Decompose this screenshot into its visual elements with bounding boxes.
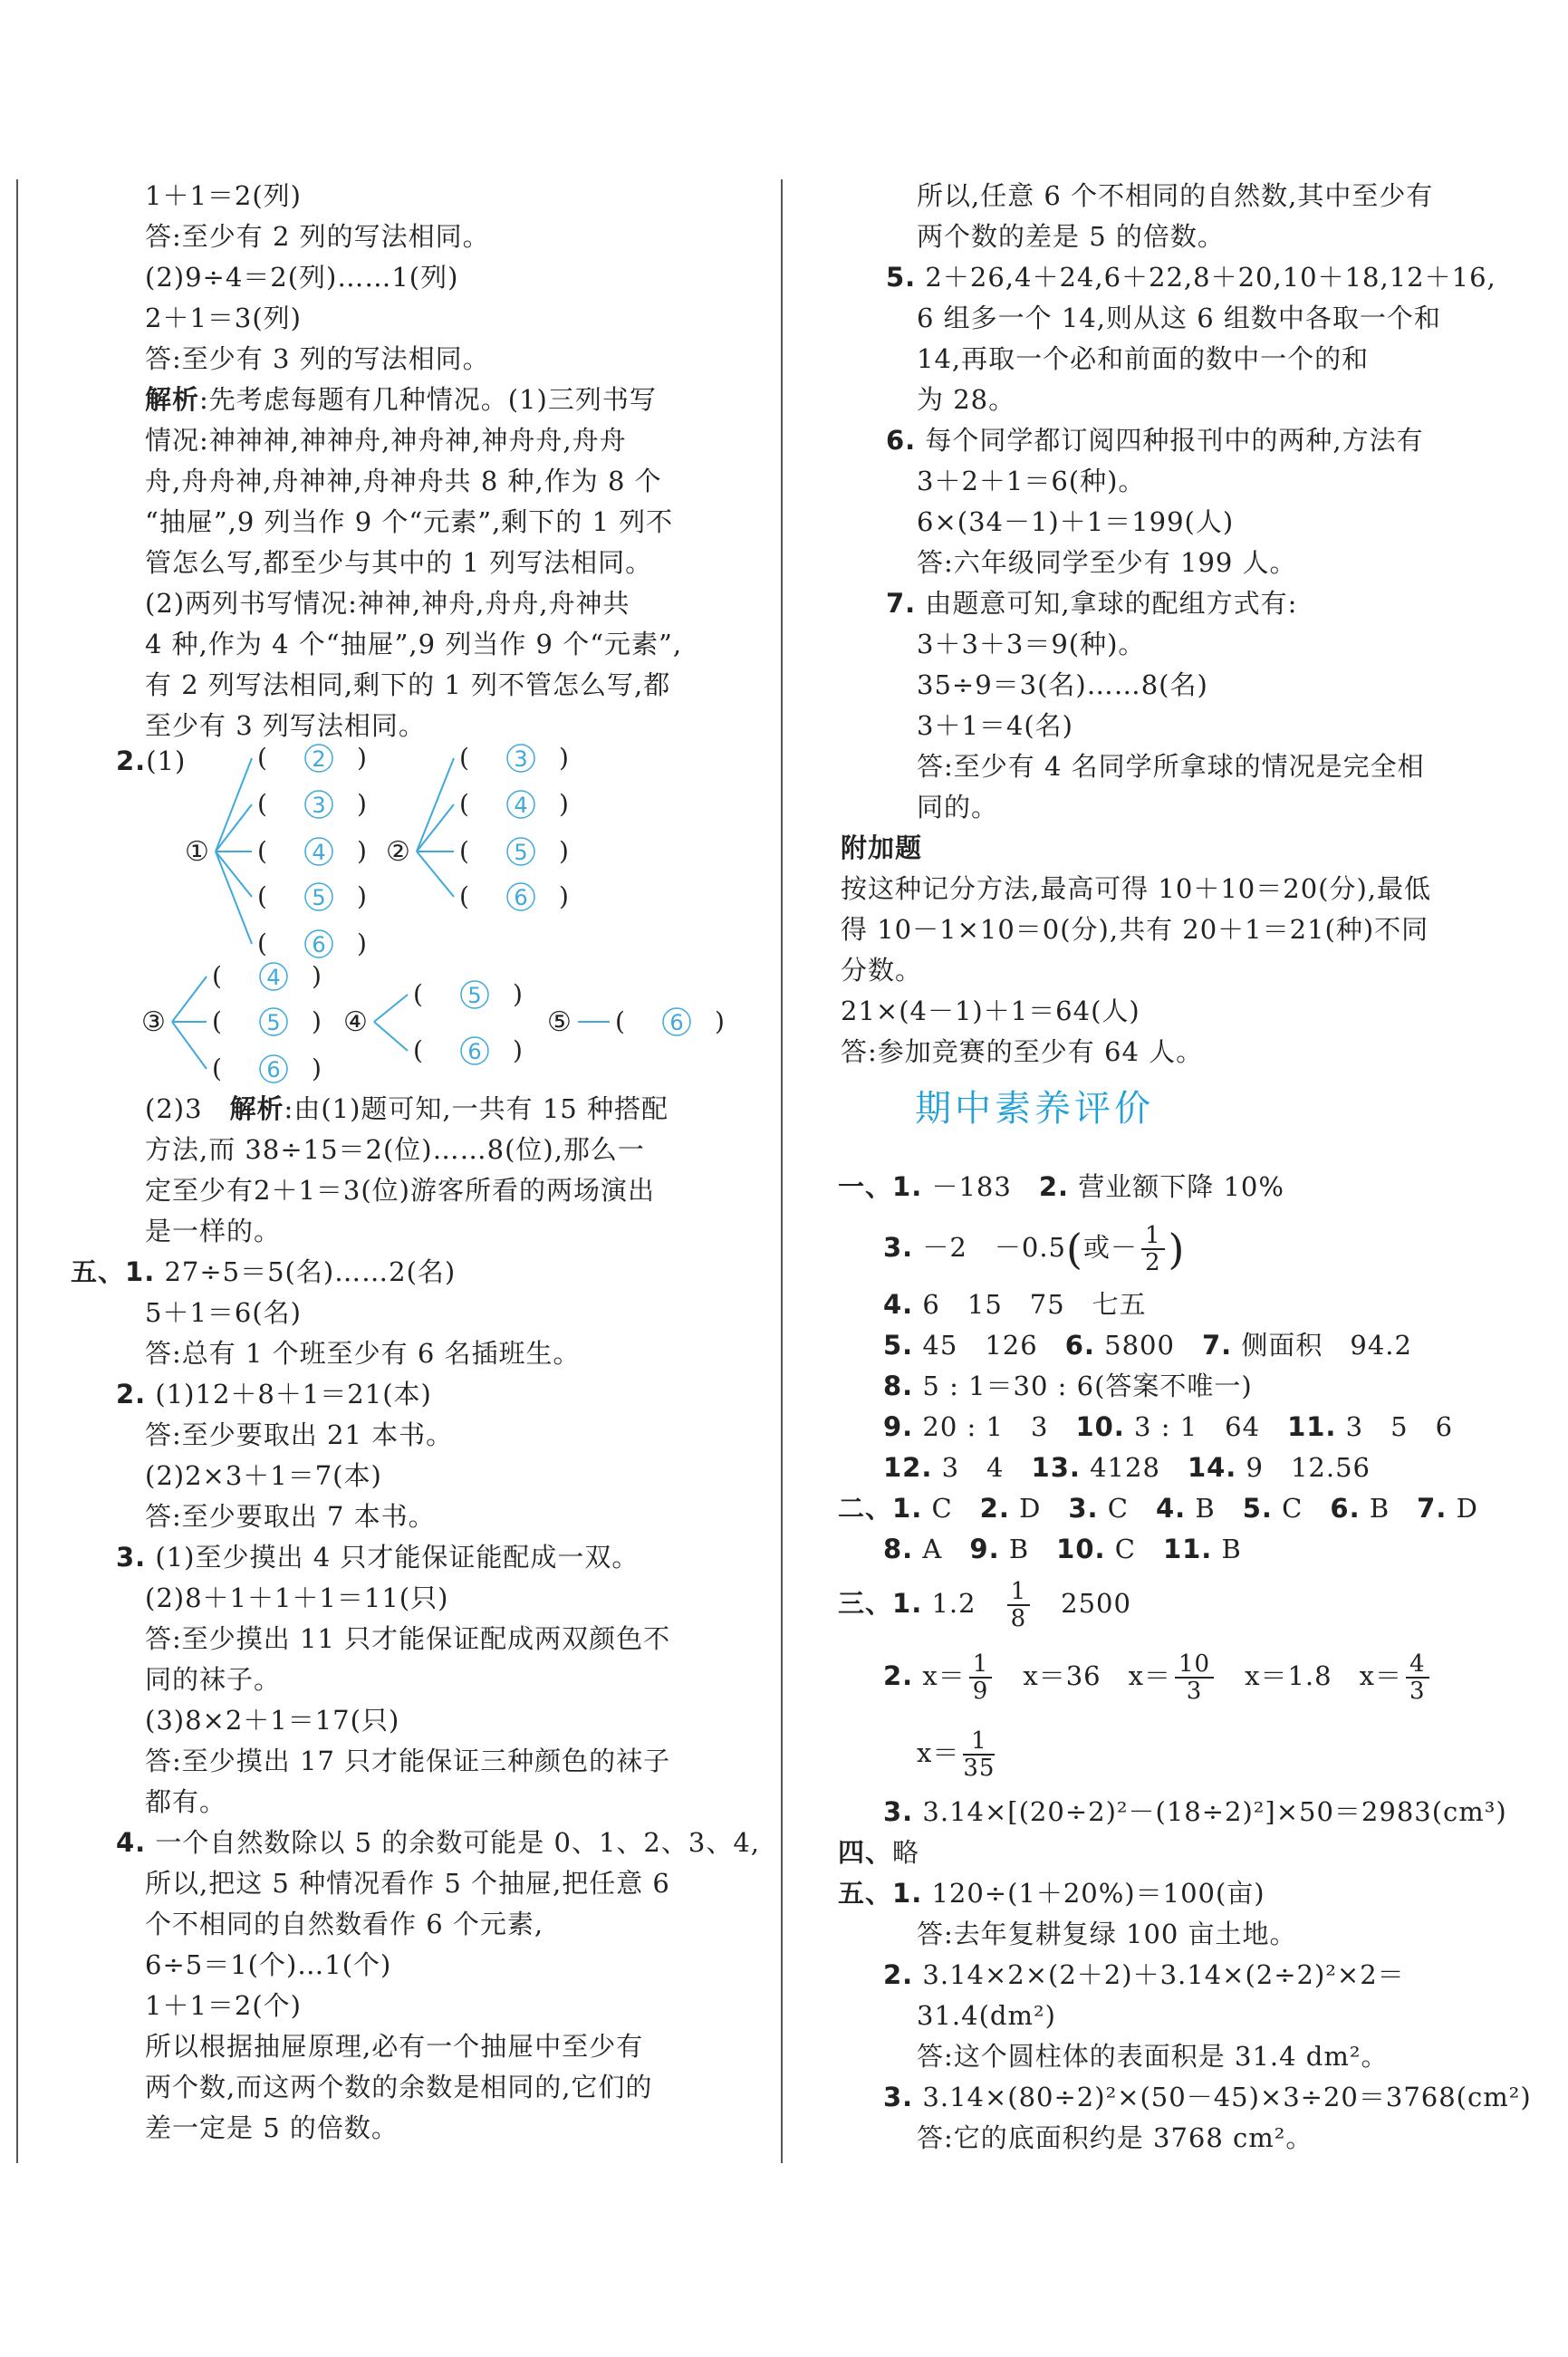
text-line: 都有。 (145, 1786, 227, 1817)
question-number: 8. (883, 1371, 914, 1401)
text-line: (3)8×2＋1＝17(只) (145, 1705, 400, 1736)
question-number: 3. (883, 1232, 914, 1263)
text-line: 3＋2＋1＝6(种)。 (917, 466, 1146, 496)
question-number: 10. (1056, 1534, 1106, 1564)
text-line: 舟,舟舟神,舟神神,舟神舟共 8 种,作为 8 个 (145, 466, 662, 496)
question-number: 5. (883, 1330, 914, 1361)
mid-sec5-line3 (883, 2079, 1532, 2115)
tree-paren: ( (212, 961, 222, 991)
tree-leaf-value: 6 (514, 885, 528, 910)
mid-sec5-line2 (883, 1957, 1405, 1993)
tree-paren: ) (312, 961, 322, 991)
answer: 3.14×[(20÷2)²－(18÷2)²]×50＝2983(cm³) (922, 1796, 1507, 1827)
answer: B (1369, 1493, 1390, 1524)
text-span: :由(1)题可知,一共有 15 种搭配 (284, 1093, 669, 1124)
answer: x＝ (1128, 1660, 1171, 1691)
question-number: 7. (1417, 1493, 1448, 1524)
question-number: 1. (125, 1256, 156, 1287)
tree-paren: ( (413, 979, 423, 1009)
mid-sec2-row1 (838, 1490, 1478, 1526)
answer: D (1456, 1493, 1478, 1524)
text-line: 所以,任意 6 个不相同的自然数,其中至少有 (917, 180, 1434, 211)
tree-root-label: ② (386, 836, 410, 868)
text-line: (2)2×3＋1＝7(本) (145, 1460, 382, 1491)
mid-sec5-line1 (838, 1875, 1265, 1911)
tree-branch (216, 851, 252, 897)
tree-root-label: ① (185, 836, 209, 868)
denominator: 9 (972, 1678, 989, 1705)
tree-paren: ) (312, 1006, 322, 1036)
tree-branch (417, 758, 454, 851)
text-line: 至少有 3 列写法相同。 (145, 710, 426, 741)
text-line: 5＋1＝6(名) (145, 1297, 302, 1328)
answer: B (1195, 1493, 1216, 1524)
answer: 1.2 (931, 1588, 976, 1619)
analysis-line (145, 1091, 669, 1127)
question-number: 6. (1330, 1493, 1361, 1524)
answer: 2500 (1061, 1588, 1131, 1619)
numerator: 1 (1007, 1579, 1031, 1606)
question-number: 9. (883, 1411, 914, 1442)
question-number: 7. (1201, 1330, 1233, 1361)
question-number: 13. (1031, 1452, 1081, 1483)
question-number: 2. (1038, 1171, 1070, 1202)
mid-sec3-line2 (883, 1649, 1433, 1704)
tree-leaf-value: 5 (467, 983, 482, 1008)
text-line: 答:至少有 2 列的写法相同。 (145, 221, 490, 252)
text-span: 由题意可知,拿球的配组方式有: (925, 588, 1298, 619)
tree-leaf-value: 6 (312, 932, 326, 957)
text-span: 27÷5＝5(名)……2(名) (164, 1256, 457, 1287)
tree-paren: ) (357, 928, 367, 958)
question-number: 1. (892, 1588, 923, 1619)
text-line: 所以根据抽屉原理,必有一个抽屉中至少有 (145, 2031, 644, 2062)
tree-leaf-value: 6 (669, 1010, 684, 1035)
tree-paren: ) (559, 836, 569, 866)
question-number: 4. (883, 1289, 914, 1320)
text-line: 答:总有 1 个班至少有 6 名插班生。 (145, 1338, 581, 1369)
denominator: 35 (963, 1755, 996, 1782)
text-line: 差一定是 5 的倍数。 (145, 2112, 399, 2143)
tree-paren: ( (615, 1006, 625, 1036)
tree-branch (216, 758, 252, 851)
text-line: 方法,而 38÷15＝2(位)……8(位),那么一 (145, 1134, 645, 1165)
tree-paren: ( (212, 1053, 222, 1083)
section-label: 一、 (838, 1171, 893, 1202)
answer: C (931, 1493, 953, 1524)
tree-leaf-value: 3 (514, 746, 528, 772)
text-line: 答:参加竞赛的至少有 64 人。 (841, 1036, 1204, 1067)
tree-paren: ( (257, 881, 267, 911)
text-line: 答:至少要取出 21 本书。 (145, 1419, 454, 1450)
text-line: 答:至少有 4 名同学所拿球的情况是完全相 (917, 751, 1425, 782)
question-number: 2. (883, 1959, 914, 1990)
text-span: (1) (146, 746, 187, 776)
tree-branch (417, 804, 454, 851)
question-number: 1. (892, 1493, 923, 1524)
text-span: :先考虑每题有几种情况。(1)三列书写 (199, 384, 657, 415)
question-number: 12. (883, 1452, 933, 1483)
tree-paren: ) (513, 979, 523, 1009)
answer: －2 －0.5 (922, 1232, 1066, 1263)
mid-sec1-line1 (838, 1169, 1284, 1205)
fraction (1175, 1651, 1214, 1704)
mid-sec4-line (838, 1834, 919, 1871)
mid-sec1-line12 (883, 1449, 1371, 1486)
question-line (116, 1376, 432, 1412)
tree-leaf-value: 4 (312, 840, 326, 865)
bonus-heading: 附加题 (841, 832, 923, 863)
numerator: 4 (1406, 1651, 1429, 1679)
answer: 3.14×(80÷2)²×(50－45)×3÷20＝3768(cm²) (922, 2082, 1532, 2112)
denominator: 8 (1010, 1605, 1027, 1632)
section-label: 三、 (838, 1588, 893, 1619)
tree-leaf-value: 6 (266, 1057, 281, 1082)
mid-sec1-line5 (883, 1327, 1412, 1363)
mid-sec1-line3 (883, 1223, 1185, 1275)
section-label: 五、 (71, 1256, 126, 1287)
answer: 9 12.56 (1246, 1452, 1371, 1483)
answer: D (1019, 1493, 1042, 1524)
answer: x＝ (1359, 1660, 1402, 1691)
mid-sec3-line1 (838, 1576, 1131, 1631)
text-line: 得 10－1×10＝0(分),共有 20＋1＝21(种)不同 (841, 914, 1429, 945)
text-line: 答:六年级同学至少有 199 人。 (917, 547, 1297, 578)
text-line: (2)8＋1＋1＋1＝11(只) (145, 1583, 449, 1613)
text-line: 答:这个圆柱体的表面积是 31.4 dm²。 (917, 2041, 1389, 2072)
question-number: 5. (1242, 1493, 1273, 1524)
question-number: 3. (883, 1796, 914, 1827)
answer: 3 : 1 64 (1134, 1411, 1261, 1442)
text-line: 同的袜子。 (145, 1664, 282, 1695)
tree-paren: ( (459, 836, 469, 866)
fraction (1406, 1651, 1429, 1704)
text-line: 管怎么写,都至少与其中的 1 列写法相同。 (145, 547, 653, 578)
text-line: 同的。 (917, 792, 999, 823)
text-span: 2＋26,4＋24,6＋22,8＋20,10＋18,12＋16, (925, 262, 1496, 293)
text-line: 4 种,作为 4 个“抽屉”,9 列当作 9 个“元素”, (145, 629, 683, 659)
fraction (963, 1728, 995, 1781)
answer: 3 4 (941, 1452, 1005, 1483)
question-number: 11. (1162, 1534, 1213, 1564)
tree-paren: ( (257, 836, 267, 866)
text-line: 1＋1＝2(列) (145, 180, 302, 211)
answer: C (1114, 1534, 1136, 1564)
question-number: 6. (1064, 1330, 1095, 1361)
text-span: 每个同学都订阅四种报刊中的两种,方法有 (925, 425, 1424, 456)
analysis-label: 解析 (229, 1093, 284, 1124)
tree-leaf-value: 5 (266, 1010, 281, 1035)
answer: x＝36 (1023, 1660, 1101, 1691)
text-line: 按这种记分方法,最高可得 10＋10＝20(分),最低 (841, 873, 1431, 904)
tree-branch (216, 804, 252, 851)
answer: x＝ (917, 1737, 960, 1768)
text-line: 6 组多一个 14,则从这 6 组数中各取一个和 (917, 303, 1441, 333)
question-number: 4. (1156, 1493, 1187, 1524)
tree-paren: ) (357, 881, 367, 911)
mid-sec3-line3 (883, 1794, 1507, 1830)
midterm-title: 期中素养评价 (915, 1088, 1154, 1130)
denominator: 2 (1144, 1249, 1161, 1276)
question-number: 2. (883, 1660, 914, 1691)
mid-sec3-line2b (917, 1726, 998, 1781)
mid-sec1-line9 (883, 1409, 1453, 1445)
text-line: (2)9÷4＝2(列)……1(列) (145, 262, 459, 293)
tree-paren: ) (559, 789, 569, 819)
paren: ( (1066, 1225, 1083, 1274)
text-line: 是一样的。 (145, 1216, 282, 1246)
answer: －183 (931, 1171, 1012, 1202)
tree-paren: ) (357, 836, 367, 866)
answer: 4128 (1090, 1452, 1160, 1483)
text-line: 分数。 (841, 955, 923, 986)
section-label: 二、 (838, 1493, 893, 1524)
fraction (1141, 1223, 1165, 1275)
answer: 3.14×2×(2＋2)＋3.14×(2÷2)²×2＝ (922, 1959, 1405, 1990)
tree-branch (172, 1022, 207, 1069)
numerator: 10 (1175, 1651, 1214, 1679)
section-5-line (71, 1254, 456, 1290)
tree-paren: ( (257, 743, 267, 773)
answer: 5800 (1104, 1330, 1175, 1361)
tree-paren: ) (559, 743, 569, 773)
question-number: 2. (116, 1379, 147, 1409)
text-line: 3＋1＝4(名) (917, 710, 1073, 741)
text-line: 14,再取一个必和前面的数中一个的和 (917, 343, 1370, 374)
text-line: (2)两列书写情况:神神,神舟,舟舟,舟神共 (145, 588, 630, 619)
answer: B (1221, 1534, 1242, 1564)
tree-root-label: ④ (343, 1006, 368, 1038)
section-label: 四、 (838, 1837, 893, 1868)
numerator: 1 (969, 1651, 993, 1679)
tree-paren: ( (459, 743, 469, 773)
denominator: 3 (1409, 1678, 1426, 1705)
answer: 20 : 1 3 (922, 1411, 1049, 1442)
text-line: 有 2 列写法相同,剩下的 1 列不管怎么写,都 (145, 669, 671, 700)
question-line (886, 259, 1496, 295)
text-line: 6÷5＝1(个)…1(个) (145, 1949, 392, 1980)
question-number: 3. (116, 1542, 147, 1573)
tree-leaf-value: 5 (514, 840, 528, 865)
tree-leaf-value: 5 (312, 885, 326, 910)
text-line: 31.4(dm²) (917, 2000, 1056, 2031)
text-line: 答:至少要取出 7 本书。 (145, 1501, 436, 1532)
question-number: 6. (886, 425, 917, 456)
question-number: 3. (883, 2082, 914, 2112)
text-line: 定至少有2＋1＝3(位)游客所看的两场演出 (145, 1175, 655, 1206)
question-number: 5. (886, 262, 917, 293)
text-span: (2)3 (145, 1093, 230, 1124)
question-number: 4. (116, 1827, 147, 1858)
fraction (1007, 1579, 1031, 1631)
tree-branch (216, 851, 252, 944)
text-span: (1)12＋8＋1＝21(本) (155, 1379, 432, 1409)
answer: C (1282, 1493, 1303, 1524)
numerator: 1 (1141, 1223, 1165, 1250)
tree-paren: ) (357, 743, 367, 773)
tree-branch (172, 976, 207, 1022)
answer: 或－ (1082, 1232, 1138, 1263)
question-line (886, 422, 1424, 458)
text-line: 6×(34－1)＋1＝199(人) (917, 506, 1235, 537)
text-line: 所以,把这 5 种情况看作 5 个抽屉,把任意 6 (145, 1868, 670, 1899)
tree-paren: ( (257, 789, 267, 819)
question-line (116, 1539, 639, 1575)
answer: 5 : 1＝30 : 6(答案不唯一) (922, 1371, 1253, 1401)
tree-branch (374, 1022, 408, 1051)
tree-leaf-value: 2 (312, 746, 326, 772)
text-line: 答:至少摸出 11 只才能保证配成两双颜色不 (145, 1623, 671, 1654)
tree-branch (417, 851, 454, 897)
mid-sec1-line8 (883, 1368, 1253, 1404)
answer: 120÷(1＋20%)＝100(亩) (931, 1878, 1265, 1909)
answer: 略 (892, 1837, 920, 1868)
tree-root-label: ⑤ (547, 1006, 572, 1038)
text-span: 一个自然数除以 5 的余数可能是 0、1、2、3、4, (155, 1827, 760, 1858)
answer: 6 15 75 七五 (922, 1289, 1147, 1320)
analysis-label: 解析 (145, 384, 200, 415)
tree-branch (374, 995, 408, 1022)
text-line: 个不相同的自然数看作 6 个元素, (145, 1909, 544, 1939)
tree-paren: ( (459, 881, 469, 911)
question-number: 10. (1075, 1411, 1125, 1442)
question-line (886, 585, 1297, 621)
question-number: 8. (883, 1534, 914, 1564)
mid-sec2-row2 (883, 1531, 1242, 1567)
text-line: 答:它的底面积约是 3768 cm²。 (917, 2122, 1313, 2153)
tree-paren: ) (715, 1006, 725, 1036)
tree-paren: ( (459, 789, 469, 819)
question-number: 2. (979, 1493, 1010, 1524)
tree-paren: ) (559, 881, 569, 911)
question-number: 9. (969, 1534, 1000, 1564)
tree-root-label: ③ (141, 1006, 166, 1038)
tree-leaf-value: 6 (467, 1039, 482, 1064)
tree-leaf-value: 4 (514, 793, 528, 818)
numerator: 1 (963, 1728, 995, 1756)
text-line: 1＋1＝2(个) (145, 1990, 302, 2021)
tree-leaf-value: 3 (312, 793, 326, 818)
question-number: 7. (886, 588, 917, 619)
answer: 营业额下降 10% (1078, 1171, 1284, 1202)
answer: x＝ (922, 1660, 966, 1691)
text-span: (1)至少摸出 4 只才能保证能配成一双。 (155, 1542, 640, 1573)
question-number: 11. (1287, 1411, 1337, 1442)
answer: 侧面积 94.2 (1241, 1330, 1412, 1361)
tree-paren: ( (212, 1006, 222, 1036)
text-line: 情况:神神神,神神舟,神舟神,神舟舟,舟舟 (145, 425, 627, 456)
tree-paren: ( (257, 928, 267, 958)
tree-paren: ) (513, 1035, 523, 1065)
section-label: 五、 (838, 1878, 893, 1909)
tree-leaf-value: 4 (266, 965, 281, 990)
text-line: 两个数,而这两个数的余数是相同的,它们的 (145, 2072, 653, 2102)
text-line: 3＋3＋3＝9(种)。 (917, 629, 1146, 659)
text-line: 21×(4－1)＋1＝64(人) (841, 996, 1140, 1026)
answer: 3 5 6 (1345, 1411, 1454, 1442)
denominator: 3 (1186, 1678, 1203, 1705)
text-line: 答:至少有 3 列的写法相同。 (145, 343, 490, 374)
text-line: 2＋1＝3(列) (145, 303, 302, 333)
question-number: 3. (1068, 1493, 1099, 1524)
answer: x＝1.8 (1245, 1660, 1332, 1691)
text-line: 为 28。 (917, 384, 1016, 415)
question-number: 2. (116, 746, 147, 776)
text-line: “抽屉”,9 列当作 9 个“元素”,剩下的 1 列不 (145, 506, 674, 537)
answer: C (1107, 1493, 1129, 1524)
answer: 45 126 (922, 1330, 1038, 1361)
mid-sec1-line4 (883, 1286, 1147, 1323)
answer: B (1008, 1534, 1030, 1564)
text-line: 答:至少摸出 17 只才能保证三种颜色的袜子 (145, 1746, 671, 1776)
tree-paren: ( (413, 1035, 423, 1065)
text-line: 两个数的差是 5 的倍数。 (917, 221, 1225, 252)
text-line: 答:去年复耕复绿 100 亩土地。 (917, 1919, 1297, 1949)
tree-paren: ) (357, 789, 367, 819)
fraction (969, 1651, 993, 1704)
question-number: 1. (892, 1171, 923, 1202)
answer: A (922, 1534, 943, 1564)
paren: ) (1168, 1225, 1186, 1274)
question-number: 14. (1187, 1452, 1237, 1483)
tree-paren: ) (312, 1053, 322, 1083)
question-number: 1. (892, 1878, 923, 1909)
text-line: 35÷9＝3(名)……8(名) (917, 669, 1208, 700)
question-line (116, 1824, 760, 1861)
